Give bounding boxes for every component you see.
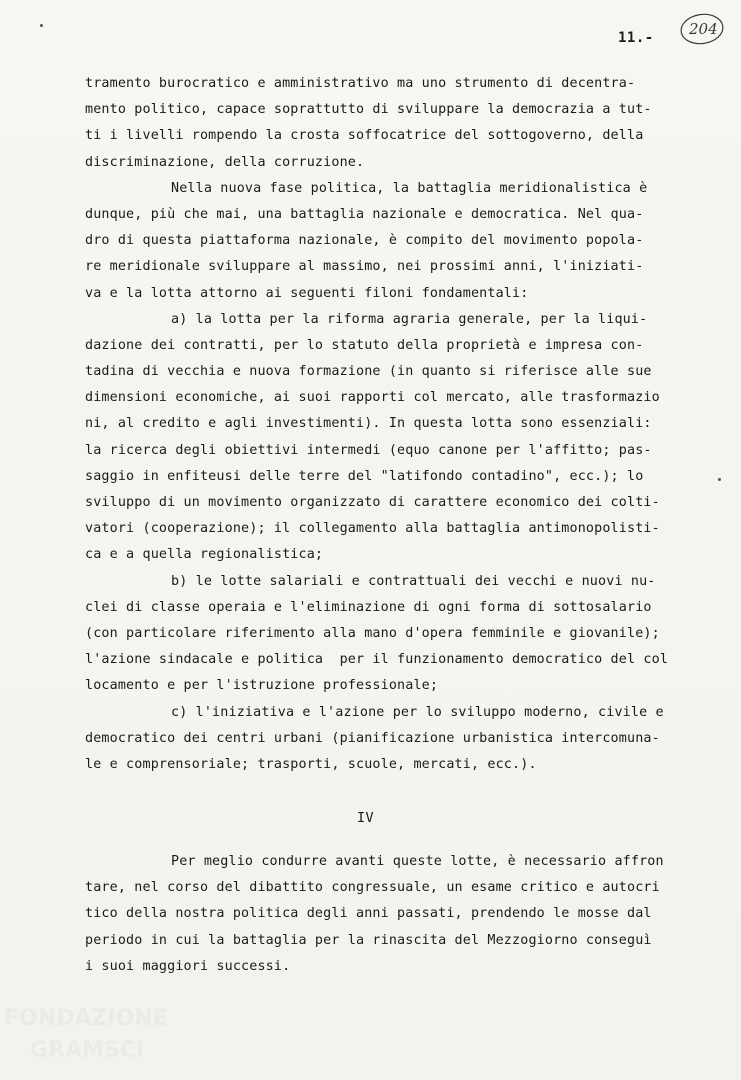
text-line: dimensioni economiche, ai suoi rapporti col mercato, alle trasformazio — [85, 390, 660, 406]
text-line: clei di classe operaia e l'eliminazione di ogni forma di sottosalario — [85, 599, 652, 615]
text-line: b) le lotte salariali e contrattuali dei vecchi e nuovi nu- — [171, 573, 656, 589]
text-line: tadina di vecchia e nuova formazione (in quanto si riferisce alle sue — [85, 364, 652, 380]
watermark — [0, 995, 220, 1075]
text-line: dazione dei contratti, per lo statuto della proprietà e impresa con- — [85, 337, 644, 353]
archive-stamp-number: 204 — [689, 20, 718, 38]
text-line: discriminazione, della corruzione. — [85, 154, 365, 170]
text-line: i suoi maggiori successi. — [85, 958, 291, 974]
paper-speck — [718, 478, 721, 481]
text-line: Per meglio condurre avanti queste lotte, è necessario affron — [171, 854, 664, 869]
text-line: a) la lotta per la riforma agraria generale, per la liqui- — [171, 311, 648, 327]
text-line: periodo in cui la battaglia per la rinascita del Mezzogiorno conseguì — [85, 932, 652, 948]
text-line: re meridionale sviluppare al massimo, nei prossimi anni, l'iniziati- — [85, 259, 644, 275]
body-text-bottom — [85, 849, 710, 980]
archive-stamp — [679, 12, 725, 46]
text-line: l'azione sindacale e politica per il funzionamento democratico del col — [85, 652, 669, 668]
text-line: tico della nostra politica degli anni passati, prendendo le mosse dal — [85, 906, 652, 922]
text-line: ti i livelli rompendo la crosta soffocatrice del sottogoverno, della — [85, 128, 644, 144]
text-line: le e comprensoriale; trasporti, scuole, mercati, ecc.). — [85, 756, 537, 772]
text-line: saggio in enfiteusi delle terre del "latifondo contadino", ecc.); lo — [85, 468, 644, 484]
text-line: ni, al credito e agli investimenti). In questa lotta sono essenziali: — [85, 416, 652, 432]
paper-speck — [40, 24, 43, 27]
svg-text:FONDAZIONE: FONDAZIONE — [4, 1006, 168, 1031]
text-line: tare, nel corso del dibattito congressuale, un esame critico e autocri — [85, 880, 660, 896]
page-number: 11.- — [618, 30, 654, 46]
body-text-top — [85, 71, 710, 778]
text-line: locamento e per l'istruzione professionale; — [85, 678, 439, 694]
section-heading: IV — [357, 811, 375, 826]
text-line: (con particolare riferimento alla mano d'opera femminile e giovanile); — [85, 625, 660, 641]
text-line: va e la lotta attorno ai seguenti filoni fondamentali: — [85, 285, 529, 301]
text-line: democratico dei centri urbani (pianificazione urbanistica intercomuna- — [85, 730, 660, 746]
text-line: vatori (cooperazione); il collegamento alla battaglia antimonopolisti- — [85, 521, 660, 537]
text-line: dunque, più che mai, una battaglia nazionale e democratica. Nel qua- — [85, 206, 644, 222]
text-line: tramento burocratico e amministrativo ma uno strumento di decentra- — [85, 76, 636, 91]
svg-text:GRAMSCI: GRAMSCI — [30, 1038, 145, 1063]
text-line: dro di questa piattaforma nazionale, è compito del movimento popola- — [85, 233, 644, 249]
text-line: la ricerca degli obiettivi intermedi (equo canone per l'affitto; pas- — [85, 442, 652, 458]
text-line: Nella nuova fase politica, la battaglia meridionalistica è — [171, 180, 648, 196]
text-line: sviluppo di un movimento organizzato di carattere economico dei colti- — [85, 495, 660, 510]
text-line: ca e a quella regionalistica; — [85, 547, 324, 563]
text-line: mento politico, capace soprattutto di sviluppare la democrazia a tut- — [85, 102, 652, 118]
text-line: c) l'iniziativa e l'azione per lo sviluppo moderno, civile e — [171, 704, 664, 720]
